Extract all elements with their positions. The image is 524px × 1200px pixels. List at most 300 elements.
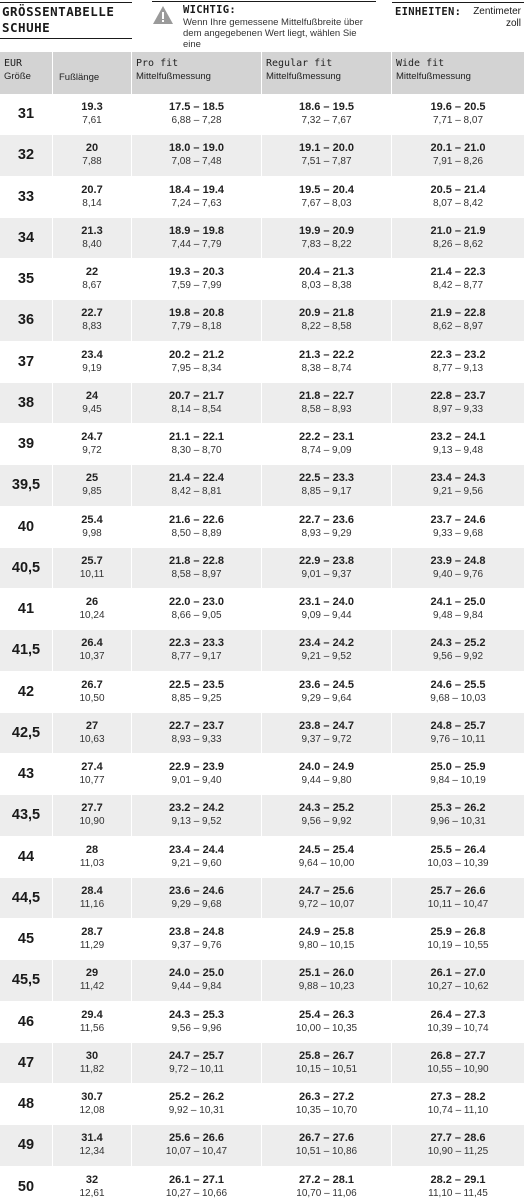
pro-fit-in: 9,56 – 9,96	[171, 1022, 222, 1034]
pro-fit-cm: 20.2 – 21.2	[168, 348, 225, 361]
cell-pro-fit	[132, 672, 262, 713]
cell-regular-fit	[262, 672, 392, 713]
cell-wide-fit	[392, 878, 524, 919]
cell-pro-fit	[132, 1125, 262, 1166]
foot-length-in: 8,67	[82, 280, 102, 292]
cell-foot-length	[53, 1167, 132, 1200]
cell-foot-length	[53, 218, 132, 259]
pro-fit-in: 8,77 – 9,17	[171, 651, 222, 663]
cell-wide-fit	[392, 135, 524, 176]
cell-pro-fit	[132, 919, 262, 960]
pro-fit-cm: 18.9 – 19.8	[168, 224, 225, 237]
table-row	[0, 672, 524, 713]
wide-fit-cm: 21.0 – 21.9	[430, 224, 486, 237]
cell-eur-size: 44	[0, 837, 53, 878]
header-pro-title: Pro fit	[136, 58, 179, 69]
header-regular-title: Regular fit	[266, 58, 333, 69]
regular-fit-cm: 23.1 – 24.0	[298, 596, 355, 609]
cell-eur-size: 37	[0, 342, 53, 383]
cell-foot-length	[53, 1002, 132, 1043]
wide-fit-cm: 28.2 – 29.1	[430, 1173, 486, 1186]
pro-fit-in: 8,93 – 9,33	[171, 733, 222, 745]
cell-regular-fit	[262, 465, 392, 506]
unit-option-centimeter[interactable]: Zentimeter	[473, 6, 521, 17]
pro-fit-in: 8,85 – 9,25	[171, 692, 222, 704]
wide-fit-cm: 24.8 – 25.7	[430, 719, 486, 732]
cell-pro-fit	[132, 1002, 262, 1043]
wide-fit-in: 9,56 – 9,92	[432, 651, 484, 663]
foot-length-in: 11,16	[79, 898, 105, 910]
cell-eur-size: 45,5	[0, 960, 53, 1001]
cell-regular-fit	[262, 878, 392, 919]
wide-fit-in: 9,21 – 9,56	[432, 486, 484, 498]
cell-eur-size: 38	[0, 383, 53, 424]
wide-fit-cm: 26.8 – 27.7	[430, 1049, 486, 1062]
foot-length-cm: 32	[85, 1173, 99, 1186]
wide-fit-in: 9,48 – 9,84	[432, 610, 484, 622]
header-regular-sub: Mittelfußmessung	[266, 71, 341, 82]
regular-fit-in: 10,15 – 10,51	[295, 1063, 358, 1075]
cell-foot-length	[53, 135, 132, 176]
pro-fit-in: 8,42 – 8,81	[171, 486, 222, 498]
pro-fit-cm: 22.9 – 23.9	[168, 761, 225, 774]
wide-fit-in: 9,96 – 10,31	[430, 816, 486, 828]
cell-regular-fit	[262, 424, 392, 465]
cell-wide-fit	[392, 589, 524, 630]
cell-eur-size: 47	[0, 1043, 53, 1084]
unit-option-inch[interactable]: zoll	[505, 18, 521, 29]
cell-foot-length	[53, 1125, 132, 1166]
pro-fit-cm: 23.2 – 24.2	[168, 802, 225, 815]
regular-fit-in: 7,51 – 7,87	[301, 156, 352, 168]
foot-length-in: 8,40	[82, 238, 102, 250]
regular-fit-in: 8,22 – 8,58	[301, 321, 352, 333]
table-row	[0, 878, 524, 919]
page-header	[0, 0, 524, 52]
foot-length-cm: 25.4	[81, 513, 103, 526]
wide-fit-cm: 25.9 – 26.8	[430, 926, 486, 939]
foot-length-cm: 31.4	[81, 1132, 103, 1145]
pro-fit-cm: 23.4 – 24.4	[168, 843, 225, 856]
foot-length-in: 10,77	[79, 775, 105, 787]
cell-wide-fit	[392, 465, 524, 506]
pro-fit-in: 7,24 – 7,63	[171, 197, 222, 209]
pro-fit-in: 9,92 – 10,31	[168, 1105, 225, 1117]
wide-fit-in: 8,62 – 8,97	[432, 321, 484, 333]
size-table-body	[0, 94, 524, 1200]
foot-length-cm: 28	[85, 843, 99, 856]
pro-fit-in: 7,59 – 7,99	[171, 280, 222, 292]
regular-fit-cm: 20.4 – 21.3	[298, 266, 355, 279]
cell-regular-fit	[262, 300, 392, 341]
foot-length-cm: 26.4	[81, 637, 103, 650]
wide-fit-cm: 26.1 – 27.0	[430, 967, 486, 980]
regular-fit-cm: 25.4 – 26.3	[298, 1008, 355, 1021]
pro-fit-cm: 21.6 – 22.6	[168, 513, 225, 526]
pro-fit-cm: 19.3 – 20.3	[168, 266, 225, 279]
regular-fit-cm: 23.6 – 24.5	[298, 678, 355, 691]
cell-regular-fit	[262, 507, 392, 548]
header-wide-title: Wide fit	[396, 58, 445, 69]
cell-foot-length	[53, 424, 132, 465]
cell-foot-length	[53, 754, 132, 795]
regular-fit-in: 8,03 – 8,38	[301, 280, 352, 292]
cell-foot-length	[53, 630, 132, 671]
pro-fit-cm: 21.1 – 22.1	[168, 431, 225, 444]
regular-fit-cm: 25.1 – 26.0	[298, 967, 355, 980]
header-foot-label: Fußlänge	[59, 72, 100, 83]
pro-fit-in: 9,44 – 9,84	[171, 981, 222, 993]
pro-fit-cm: 22.3 – 23.3	[168, 637, 225, 650]
cell-wide-fit	[392, 754, 524, 795]
table-row	[0, 630, 524, 671]
cell-regular-fit	[262, 713, 392, 754]
wide-fit-in: 9,84 – 10,19	[430, 775, 486, 787]
cell-wide-fit	[392, 507, 524, 548]
foot-length-cm: 26.7	[81, 678, 103, 691]
regular-fit-in: 9,09 – 9,44	[301, 610, 352, 622]
cell-eur-size: 40,5	[0, 548, 53, 589]
cell-eur-size: 34	[0, 218, 53, 259]
table-row	[0, 342, 524, 383]
units-top-rule	[392, 2, 524, 3]
cell-wide-fit	[392, 383, 524, 424]
cell-eur-size: 42	[0, 672, 53, 713]
regular-fit-in: 9,56 – 9,92	[301, 816, 352, 828]
cell-regular-fit	[262, 1084, 392, 1125]
cell-regular-fit	[262, 342, 392, 383]
regular-fit-cm: 22.7 – 23.6	[298, 513, 355, 526]
cell-wide-fit	[392, 713, 524, 754]
regular-fit-cm: 23.4 – 24.2	[298, 637, 355, 650]
warning-top-rule	[152, 1, 376, 2]
cell-foot-length	[53, 672, 132, 713]
regular-fit-in: 8,38 – 8,74	[301, 362, 352, 374]
pro-fit-in: 10,07 – 10,47	[165, 1146, 228, 1158]
cell-foot-length	[53, 465, 132, 506]
wide-fit-cm: 24.3 – 25.2	[430, 637, 486, 650]
cell-pro-fit	[132, 1043, 262, 1084]
wide-fit-in: 9,68 – 10,03	[430, 692, 486, 704]
cell-eur-size: 40	[0, 507, 53, 548]
foot-length-in: 12,34	[79, 1146, 105, 1158]
cell-eur-size: 35	[0, 259, 53, 300]
foot-length-cm: 19.3	[81, 101, 103, 114]
pro-fit-cm: 24.7 – 25.7	[168, 1049, 225, 1062]
wide-fit-in: 9,13 – 9,48	[432, 445, 484, 457]
cell-wide-fit	[392, 1002, 524, 1043]
pro-fit-cm: 22.0 – 23.0	[168, 596, 225, 609]
pro-fit-cm: 26.1 – 27.1	[168, 1173, 225, 1186]
foot-length-in: 10,37	[79, 651, 105, 663]
pro-fit-in: 9,29 – 9,68	[171, 898, 222, 910]
foot-length-in: 10,50	[79, 692, 105, 704]
cell-foot-length	[53, 878, 132, 919]
cell-eur-size: 31	[0, 94, 53, 135]
cell-foot-length	[53, 795, 132, 836]
cell-pro-fit	[132, 713, 262, 754]
wide-fit-cm: 24.1 – 25.0	[430, 596, 486, 609]
wide-fit-in: 10,11 – 10,47	[427, 898, 489, 910]
regular-fit-in: 9,64 – 10,00	[298, 857, 355, 869]
regular-fit-in: 7,32 – 7,67	[301, 115, 352, 127]
table-row	[0, 424, 524, 465]
cell-eur-size: 33	[0, 177, 53, 218]
wide-fit-cm: 26.4 – 27.3	[430, 1008, 486, 1021]
header-wide-sub: Mittelfußmessung	[396, 71, 471, 82]
cell-regular-fit	[262, 960, 392, 1001]
regular-fit-in: 9,88 – 10,23	[298, 981, 355, 993]
cell-foot-length	[53, 177, 132, 218]
table-row	[0, 837, 524, 878]
pro-fit-cm: 25.6 – 26.6	[168, 1132, 225, 1145]
cell-regular-fit	[262, 94, 392, 135]
foot-length-cm: 27.4	[81, 761, 103, 774]
cell-regular-fit	[262, 177, 392, 218]
foot-length-cm: 21.3	[81, 224, 103, 237]
table-row	[0, 1084, 524, 1125]
cell-foot-length	[53, 1043, 132, 1084]
wide-fit-in: 8,07 – 8,42	[432, 197, 484, 209]
table-row	[0, 1125, 524, 1166]
cell-foot-length	[53, 383, 132, 424]
regular-fit-in: 8,74 – 9,09	[301, 445, 352, 457]
cell-regular-fit	[262, 548, 392, 589]
wide-fit-in: 8,26 – 8,62	[432, 238, 484, 250]
foot-length-in: 9,85	[82, 486, 102, 498]
wide-fit-cm: 27.3 – 28.2	[430, 1091, 486, 1104]
wide-fit-in: 10,39 – 10,74	[427, 1022, 489, 1034]
wide-fit-cm: 25.0 – 25.9	[430, 761, 486, 774]
cell-pro-fit	[132, 548, 262, 589]
wide-fit-cm: 24.6 – 25.5	[430, 678, 486, 691]
wide-fit-cm: 23.7 – 24.6	[430, 513, 486, 526]
foot-length-cm: 30	[85, 1049, 99, 1062]
regular-fit-cm: 24.0 – 24.9	[298, 761, 355, 774]
regular-fit-in: 9,01 – 9,37	[301, 568, 352, 580]
cell-eur-size: 42,5	[0, 713, 53, 754]
table-header	[0, 52, 524, 94]
regular-fit-cm: 19.5 – 20.4	[298, 183, 355, 196]
pro-fit-cm: 21.8 – 22.8	[168, 554, 225, 567]
regular-fit-in: 10,35 – 10,70	[295, 1105, 358, 1117]
cell-regular-fit	[262, 589, 392, 630]
cell-wide-fit	[392, 1125, 524, 1166]
cell-regular-fit	[262, 1043, 392, 1084]
cell-wide-fit	[392, 630, 524, 671]
cell-regular-fit	[262, 795, 392, 836]
wide-fit-cm: 19.6 – 20.5	[430, 101, 486, 114]
title-top-rule	[0, 2, 132, 3]
regular-fit-cm: 22.9 – 23.8	[298, 554, 355, 567]
wide-fit-in: 7,91 – 8,26	[432, 156, 484, 168]
wide-fit-in: 10,74 – 11,10	[427, 1105, 489, 1117]
cell-pro-fit	[132, 837, 262, 878]
regular-fit-cm: 19.1 – 20.0	[298, 142, 355, 155]
wide-fit-cm: 21.9 – 22.8	[430, 307, 486, 320]
foot-length-in: 11,29	[79, 940, 105, 952]
foot-length-cm: 28.7	[81, 926, 103, 939]
pro-fit-in: 7,44 – 7,79	[171, 238, 222, 250]
cell-pro-fit	[132, 465, 262, 506]
pro-fit-in: 6,88 – 7,28	[171, 115, 222, 127]
regular-fit-in: 9,21 – 9,52	[301, 651, 352, 663]
pro-fit-cm: 22.5 – 23.5	[168, 678, 225, 691]
cell-wide-fit	[392, 837, 524, 878]
cell-regular-fit	[262, 837, 392, 878]
cell-regular-fit	[262, 383, 392, 424]
foot-length-cm: 24	[85, 389, 99, 402]
table-row	[0, 218, 524, 259]
table-row	[0, 548, 524, 589]
wide-fit-in: 11,10 – 11,45	[428, 1187, 488, 1199]
cell-wide-fit	[392, 259, 524, 300]
regular-fit-cm: 26.7 – 27.6	[298, 1132, 355, 1145]
cell-pro-fit	[132, 795, 262, 836]
foot-length-cm: 24.7	[81, 431, 103, 444]
cell-regular-fit	[262, 754, 392, 795]
regular-fit-in: 10,51 – 10,86	[295, 1146, 358, 1158]
regular-fit-cm: 23.8 – 24.7	[298, 719, 355, 732]
wide-fit-in: 8,42 – 8,77	[432, 280, 484, 292]
table-row	[0, 259, 524, 300]
wide-fit-in: 9,76 – 10,11	[430, 733, 486, 745]
wide-fit-in: 10,27 – 10,62	[427, 981, 489, 993]
title-line-2: SCHUHE	[2, 20, 51, 35]
cell-wide-fit	[392, 342, 524, 383]
units-value[interactable]	[473, 6, 521, 30]
cell-pro-fit	[132, 218, 262, 259]
foot-length-cm: 23.4	[81, 348, 103, 361]
foot-length-in: 12,61	[79, 1187, 105, 1199]
cell-eur-size: 48	[0, 1084, 53, 1125]
cell-regular-fit	[262, 1167, 392, 1200]
wide-fit-cm: 25.3 – 26.2	[430, 802, 486, 815]
pro-fit-in: 8,50 – 8,89	[171, 527, 222, 539]
cell-foot-length	[53, 94, 132, 135]
cell-eur-size: 41,5	[0, 630, 53, 671]
header-wide-fit	[392, 52, 524, 94]
regular-fit-in: 7,67 – 8,03	[301, 197, 352, 209]
wide-fit-cm: 27.7 – 28.6	[430, 1132, 486, 1145]
cell-foot-length	[53, 960, 132, 1001]
table-row	[0, 94, 524, 135]
cell-foot-length	[53, 548, 132, 589]
cell-eur-size: 32	[0, 135, 53, 176]
wide-fit-in: 8,77 – 9,13	[432, 362, 484, 374]
cell-pro-fit	[132, 342, 262, 383]
wide-fit-cm: 25.5 – 26.4	[430, 843, 486, 856]
regular-fit-in: 9,29 – 9,64	[301, 692, 352, 704]
regular-fit-cm: 27.2 – 28.1	[298, 1173, 355, 1186]
table-row	[0, 507, 524, 548]
foot-length-cm: 25.7	[81, 554, 103, 567]
pro-fit-cm: 23.8 – 24.8	[168, 926, 225, 939]
regular-fit-cm: 24.7 – 25.6	[298, 884, 355, 897]
cell-wide-fit	[392, 1084, 524, 1125]
pro-fit-in: 8,66 – 9,05	[171, 610, 222, 622]
cell-wide-fit	[392, 795, 524, 836]
table-row	[0, 1043, 524, 1084]
cell-pro-fit	[132, 1084, 262, 1125]
cell-foot-length	[53, 1084, 132, 1125]
cell-foot-length	[53, 342, 132, 383]
foot-length-in: 7,61	[82, 115, 102, 127]
cell-wide-fit	[392, 424, 524, 465]
cell-eur-size: 49	[0, 1125, 53, 1166]
foot-length-in: 10,63	[79, 733, 105, 745]
cell-pro-fit	[132, 383, 262, 424]
cell-pro-fit	[132, 177, 262, 218]
header-pro-sub: Mittelfußmessung	[136, 71, 211, 82]
wide-fit-cm: 22.8 – 23.7	[430, 389, 486, 402]
foot-length-in: 10,11	[79, 568, 105, 580]
foot-length-in: 7,88	[82, 156, 102, 168]
cell-foot-length	[53, 837, 132, 878]
pro-fit-cm: 19.8 – 20.8	[168, 307, 225, 320]
regular-fit-cm: 24.5 – 25.4	[298, 843, 355, 856]
foot-length-in: 11,82	[79, 1063, 105, 1075]
foot-length-in: 9,45	[82, 403, 102, 415]
regular-fit-cm: 19.9 – 20.9	[298, 224, 355, 237]
pro-fit-in: 7,79 – 8,18	[171, 321, 222, 333]
regular-fit-in: 10,00 – 10,35	[295, 1022, 358, 1034]
pro-fit-in: 8,58 – 8,97	[171, 568, 222, 580]
cell-pro-fit	[132, 507, 262, 548]
cell-foot-length	[53, 713, 132, 754]
regular-fit-cm: 21.3 – 22.2	[298, 348, 355, 361]
pro-fit-cm: 18.4 – 19.4	[168, 183, 225, 196]
foot-length-cm: 20	[85, 142, 99, 155]
foot-length-cm: 30.7	[81, 1091, 103, 1104]
regular-fit-in: 9,44 – 9,80	[301, 775, 352, 787]
foot-length-in: 9,19	[82, 362, 102, 374]
cell-eur-size: 39,5	[0, 465, 53, 506]
wide-fit-cm: 21.4 – 22.3	[430, 266, 486, 279]
pro-fit-cm: 24.0 – 25.0	[168, 967, 225, 980]
table-row	[0, 795, 524, 836]
wide-fit-in: 10,55 – 10,90	[427, 1063, 489, 1075]
table-row	[0, 1167, 524, 1200]
wide-fit-in: 8,97 – 9,33	[432, 403, 484, 415]
pro-fit-in: 8,14 – 8,54	[171, 403, 222, 415]
header-size-label: Größe	[4, 71, 31, 82]
cell-pro-fit	[132, 1167, 262, 1200]
cell-regular-fit	[262, 218, 392, 259]
regular-fit-cm: 22.2 – 23.1	[298, 431, 355, 444]
header-regular-fit	[262, 52, 392, 94]
table-row	[0, 713, 524, 754]
wide-fit-in: 9,33 – 9,68	[432, 527, 484, 539]
table-row	[0, 589, 524, 630]
foot-length-cm: 26	[85, 596, 99, 609]
cell-eur-size: 45	[0, 919, 53, 960]
foot-length-in: 8,14	[82, 197, 102, 209]
wide-fit-in: 10,19 – 10,55	[427, 940, 489, 952]
cell-wide-fit	[392, 1167, 524, 1200]
wide-fit-cm: 23.4 – 24.3	[430, 472, 486, 485]
table-row	[0, 177, 524, 218]
cell-pro-fit	[132, 878, 262, 919]
pro-fit-cm: 25.2 – 26.2	[168, 1091, 225, 1104]
header-foot-length	[53, 52, 132, 94]
title-line-1: GRÖSSENTABELLE	[2, 4, 115, 19]
pro-fit-cm: 22.7 – 23.7	[168, 719, 225, 732]
table-row	[0, 135, 524, 176]
regular-fit-cm: 24.9 – 25.8	[298, 926, 355, 939]
header-size	[0, 52, 53, 94]
foot-length-in: 11,03	[79, 857, 105, 869]
